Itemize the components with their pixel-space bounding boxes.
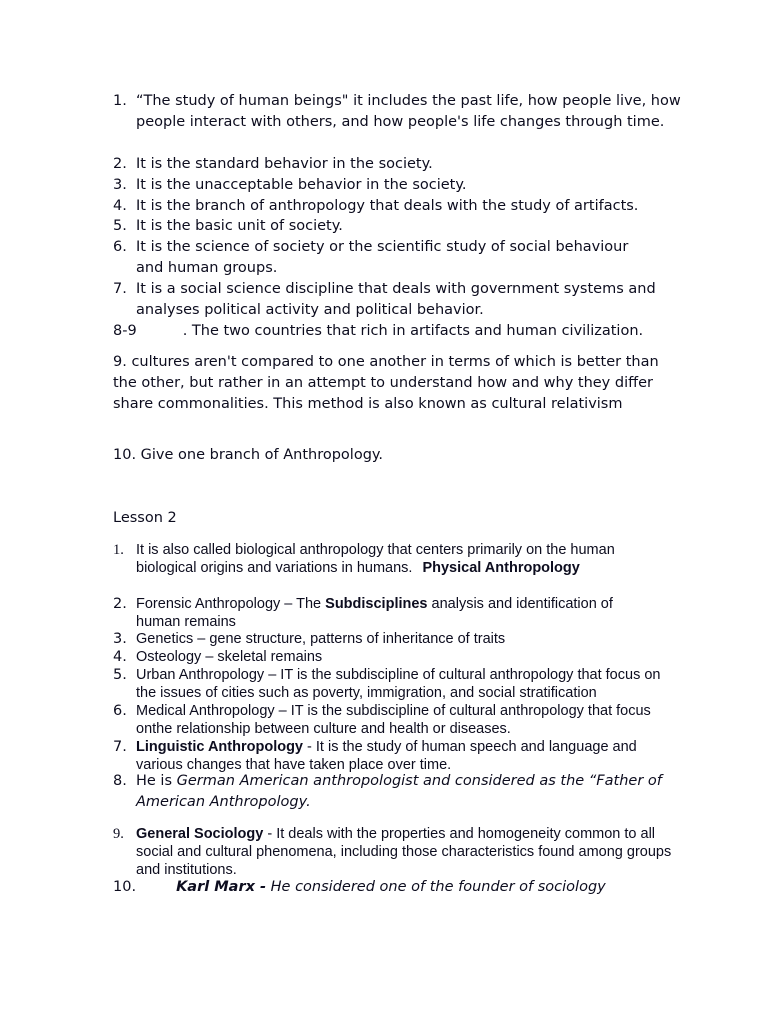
item-number: 7. (113, 739, 127, 755)
list-item (113, 541, 653, 577)
item-number: 1. (113, 93, 127, 109)
list-item (113, 175, 688, 196)
list-item (113, 91, 688, 133)
item-number: 4. (113, 649, 127, 665)
item-bold-text: Subdisciplines (325, 596, 428, 612)
item-bold-italic-text: Karl Marx - (176, 879, 267, 895)
item-text: It is the unacceptable behavior in the society. (136, 177, 467, 193)
list-item (113, 630, 688, 648)
item-number: 4. (113, 198, 127, 214)
list-item (113, 595, 653, 631)
list-item (113, 648, 688, 666)
item-number: 5. (113, 667, 127, 683)
item-text: Genetics – gene structure, patterns of inheritance of traits (136, 631, 506, 647)
item-text: analysis and identification of human remains (136, 596, 613, 630)
section-heading: Lesson 2 (113, 510, 177, 526)
item-number: 8-9 (113, 323, 137, 339)
item-number: 3. (113, 631, 127, 647)
item-text: - It deals with the properties and homogeneity common to all social and cultural phenomena, including those characteristics found among groups and institutions. (136, 826, 672, 878)
question-10: 10. Give one branch of Anthropology. (113, 447, 384, 463)
item-number: 10. (113, 879, 137, 895)
list-item (113, 825, 678, 879)
item-text: . The two countries that rich in artifacts and human civilization. (182, 323, 644, 339)
item-text: It is the science of society or the scientific study of social behaviour and human groups. (136, 239, 629, 276)
answer-text: Physical Anthropology (422, 560, 580, 576)
item-text: He is (136, 773, 177, 789)
item-number: 2. (113, 596, 127, 612)
item-text: - It is the study of human speech and language and various changes that have taken place over time. (136, 739, 637, 773)
list-item (113, 321, 683, 342)
list-item (113, 666, 678, 702)
item-number: 2. (113, 156, 127, 172)
item-text: It is also called biological anthropology that centers primarily on the human biological origins and variations in humans. (136, 542, 615, 576)
item-bold-text: Linguistic Anthropology (136, 739, 303, 755)
item-italic-text: German American anthropologist and considered as the “Father of American Anthropology. (136, 773, 662, 810)
item-text: It is the branch of anthropology that deals with the study of artifacts. (136, 198, 639, 214)
item-bold-text: General Sociology (136, 826, 264, 842)
item-number: 7. (113, 281, 127, 297)
item-text: “The study of human beings" it includes the past life, how people live, how people interact with others, and how people's life changes through time. (136, 93, 681, 130)
list-item (113, 279, 658, 321)
list-item (113, 216, 688, 237)
item-text: It is the basic unit of society. (136, 218, 343, 234)
list-item (113, 237, 658, 279)
list-item (113, 771, 678, 813)
list-item (113, 154, 688, 175)
list-item (113, 702, 678, 738)
item-number: 8. (113, 773, 127, 789)
list-item (113, 877, 683, 898)
item-text: It is a social science discipline that deals with government systems and analyses political activity and political behavior. (136, 281, 656, 318)
list-item (113, 738, 663, 774)
item-italic-text: He considered one of the founder of sociology (266, 879, 606, 895)
item-number: 1. (113, 542, 124, 558)
item-number: 6. (113, 703, 127, 719)
item-number: 6. (113, 239, 127, 255)
list-item (113, 196, 688, 217)
item-text: Forensic Anthropology – The (136, 596, 326, 612)
item-text: Osteology – skeletal remains (136, 649, 323, 665)
item-number: 5. (113, 218, 127, 234)
item-text: It is the standard behavior in the society. (136, 156, 433, 172)
item-text: Urban Anthropology – IT is the subdiscipline of cultural anthropology that focus on the issues of cities such as poverty, immigration, and social stratification (136, 667, 661, 701)
question-9: 9. cultures aren't compared to one another in terms of which is better than the other, but rather in an attempt to understand how and why they differ share commonalities. This method is also known as cultural relativism (113, 354, 659, 412)
item-text: Medical Anthropology – IT is the subdiscipline of cultural anthropology that focus onthe relationship between culture and health or diseases. (136, 703, 651, 737)
item-number: 9. (113, 826, 124, 842)
item-number: 3. (113, 177, 127, 193)
